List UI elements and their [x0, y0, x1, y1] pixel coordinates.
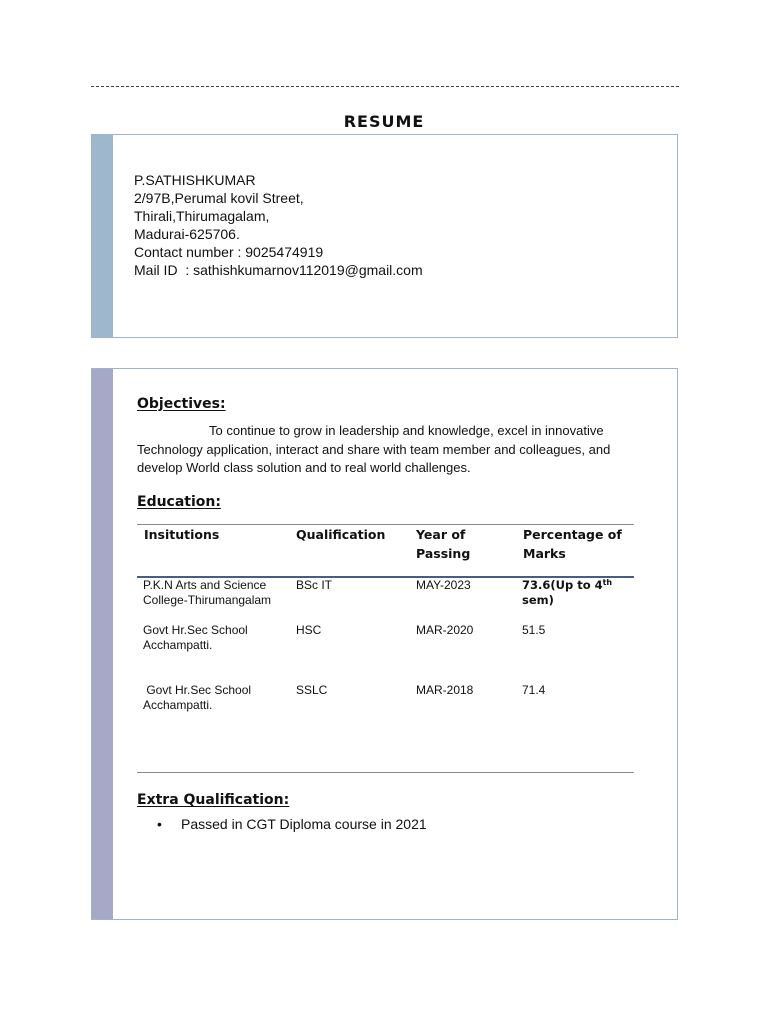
extra-qualification-item-1: Passed in CGT Diploma course in 2021 [181, 816, 427, 832]
education-heading: Education: [137, 494, 221, 510]
table-row-1-year: MAY-2023 [416, 578, 471, 592]
objectives-line-1: To continue to grow in leadership and knowledge, excel in innovative [137, 423, 604, 438]
institution-line-1: Govt Hr.Sec School [143, 623, 248, 637]
table-row-3-institution [143, 683, 251, 713]
institution-line-2: College-Thirumangalam [143, 593, 272, 607]
objectives-text [137, 422, 647, 478]
table-row-2-institution [143, 623, 248, 653]
resume-title: RESUME [343, 112, 425, 131]
table-row-2-qualification: HSC [296, 623, 322, 637]
percentage-line-2: sem) [522, 593, 554, 607]
institution-line-2: Acchampatti. [143, 638, 213, 652]
objectives-line-3: develop World class solution and to real world challenges. [137, 460, 471, 475]
percentage-superscript: th [602, 578, 613, 587]
table-row-1-percentage [522, 578, 612, 608]
main-box-accent-bar [92, 369, 113, 919]
col-header-year [416, 525, 470, 563]
table-row-1-qualification: BSc IT [296, 578, 333, 592]
contact-details [134, 171, 423, 279]
mail-id: Mail ID : sathishkumarnov112019@gmail.com [134, 262, 423, 278]
col-header-year-line-2: Passing [416, 546, 471, 561]
col-header-percentage [523, 525, 622, 563]
address-line-1: 2/97B,Perumal kovil Street, [134, 190, 304, 206]
col-header-percentage-line-1: Percentage of [523, 527, 622, 542]
bullet-icon: • [157, 816, 162, 832]
percentage-main: 73.6(Up to 4 [522, 578, 603, 592]
extra-qualification-heading: Extra Qualification: [137, 792, 290, 808]
contact-box-accent-bar [92, 135, 113, 337]
institution-line-1: P.K.N Arts and Science [143, 578, 267, 592]
col-header-percentage-line-2: Marks [523, 546, 566, 561]
table-row-2-percentage: 51.5 [522, 623, 546, 637]
candidate-name: P.SATHISHKUMAR [134, 172, 256, 188]
address-line-3: Madurai-625706. [134, 226, 240, 242]
table-row-3-percentage: 71.4 [522, 683, 546, 697]
table-row-3-qualification: SSLC [296, 683, 328, 697]
address-line-2: Thirali,Thirumagalam, [134, 208, 270, 224]
col-header-institution: Insitutions [144, 527, 220, 542]
institution-line-2: Acchampatti. [143, 698, 213, 712]
table-row-3-year: MAR-2018 [416, 683, 474, 697]
col-header-year-line-1: Year of [416, 527, 466, 542]
contact-number: Contact number : 9025474919 [134, 244, 324, 260]
institution-line-1: Govt Hr.Sec School [143, 683, 252, 697]
col-header-qualification: Qualification [296, 527, 386, 542]
objectives-line-2: Technology application, interact and share with team member and colleagues, and [137, 441, 611, 457]
objectives-heading: Objectives: [137, 396, 226, 412]
top-dashed-divider [91, 86, 679, 87]
list-item [157, 815, 427, 833]
table-row-2-year: MAR-2020 [416, 623, 474, 637]
table-bottom-rule [137, 772, 634, 773]
table-row-1-institution [143, 578, 271, 608]
